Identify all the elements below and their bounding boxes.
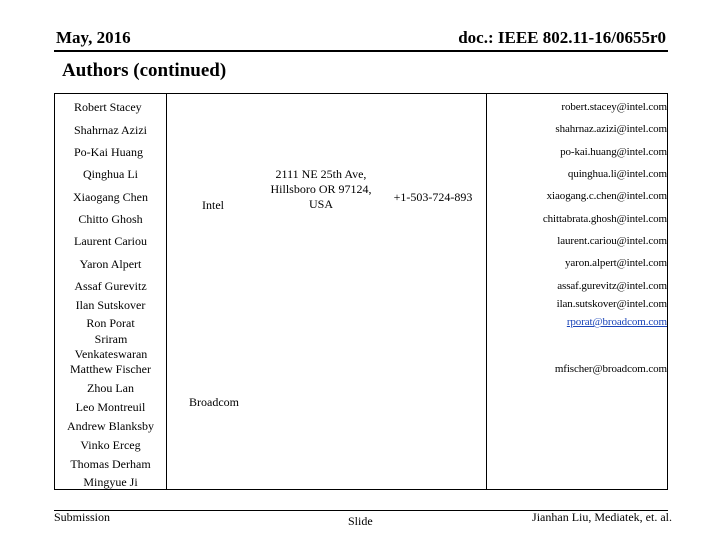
author-name: Po-Kai Huang — [74, 145, 143, 159]
author-name: Chitto Ghosh — [78, 212, 143, 226]
author-name: Zhou Lan — [87, 381, 134, 395]
author-email: shahrnaz.azizi@intel.com — [555, 123, 667, 135]
author-name: Qinghua Li — [83, 167, 138, 181]
author-email: laurent.cariou@intel.com — [557, 235, 667, 247]
author-email: assaf.gurevitz@intel.com — [557, 280, 667, 292]
author-email-link[interactable]: rporat@broadcom.com — [566, 316, 667, 328]
author-name: Sriram Venkateswaran — [74, 332, 148, 361]
author-email: quinghua.li@intel.com — [567, 168, 667, 180]
author-name: Mingyue Ji — [83, 475, 138, 489]
footer-slide: Slide — [348, 514, 373, 528]
author-name: Vinko Erceg — [80, 438, 141, 452]
company-broadcom: Broadcom — [189, 395, 239, 409]
author-name: Leo Montreuil — [75, 400, 146, 414]
author-email: xiaogang.c.chen@intel.com — [546, 190, 667, 202]
author-email: robert.stacey@intel.com — [561, 101, 667, 113]
table-column-divider — [486, 93, 487, 490]
author-name: Ron Porat — [86, 316, 135, 330]
header-doc-id: doc.: IEEE 802.11-16/0655r0 — [458, 28, 666, 47]
author-email: chittabrata.ghosh@intel.com — [542, 213, 667, 225]
page-title: Authors (continued) — [62, 60, 227, 81]
intel-phone: +1-503-724-893 — [393, 190, 473, 204]
author-name: Ilan Sutskover — [75, 298, 146, 312]
author-name: Thomas Derham — [70, 457, 151, 471]
author-email: ilan.sutskover@intel.com — [556, 298, 667, 310]
intel-address: 2111 NE 25th Ave, Hillsboro OR 97124, USA — [270, 167, 372, 211]
author-name: Yaron Alpert — [79, 257, 142, 271]
author-email: po-kai.huang@intel.com — [560, 146, 667, 158]
header-rule — [54, 50, 668, 52]
author-name: Shahrnaz Azizi — [74, 123, 147, 137]
footer-submission: Submission — [54, 510, 111, 524]
author-name: Andrew Blanksby — [67, 419, 154, 433]
header-date: May, 2016 — [56, 28, 131, 47]
author-name: Assaf Gurevitz — [74, 279, 147, 293]
author-name: Xiaogang Chen — [73, 190, 148, 204]
author-email: yaron.alpert@intel.com — [564, 257, 667, 269]
author-name: Matthew Fischer — [70, 362, 151, 376]
table-column-divider — [166, 93, 167, 490]
company-intel: Intel — [202, 198, 224, 212]
author-email: mfischer@broadcom.com — [554, 363, 667, 375]
author-name: Laurent Cariou — [74, 234, 147, 248]
footer-author: Jianhan Liu, Mediatek, et. al. — [532, 510, 672, 524]
author-name: Robert Stacey — [74, 100, 142, 114]
